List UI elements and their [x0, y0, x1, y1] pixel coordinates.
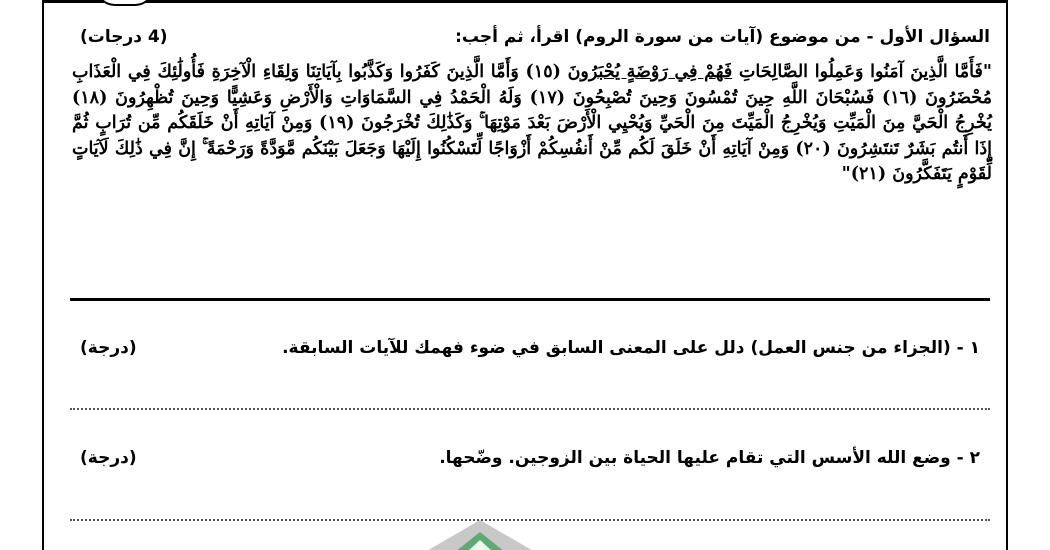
answer-line-1[interactable] [70, 408, 990, 410]
passage-underlined: فَهُمْ فِي رَوْضَةٍ يُحْبَرُونَ [567, 62, 733, 82]
logo-arrow-icon [395, 520, 565, 550]
page-frame-right [1006, 0, 1008, 550]
question-score: (4 درجات) [80, 27, 168, 47]
sub-question-2 [80, 443, 980, 473]
question-title: السؤال الأول - من موضوع (آيات من سورة الروم) اقرأ، ثم أجب: [455, 27, 990, 47]
section-divider [70, 298, 990, 301]
quran-passage [72, 60, 992, 188]
question-header [80, 22, 990, 52]
sub-question-1 [80, 333, 980, 363]
sub-question-1-text: ١ - (الجزاء من جنس العمل) دلل على المعنى السابق في ضوء فهمك للآيات السابقة. [282, 338, 980, 358]
passage-start: "فَأَمَّا الَّذِينَ آمَنُوا وَعَمِلُوا الصَّالِحَاتِ [732, 62, 992, 82]
page-frame-left [42, 0, 44, 550]
passage-rest: (١٥) وَأَمَّا الَّذِينَ كَفَرُوا وَكَذَّبُوا بِآيَاتِنَا وَلِقَاءِ الْآخِرَةِ فَأُولَٰئِكَ فِي الْعَذَابِ مُحْضَرُونَ (١٦) فَسُبْحَانَ اللَّهِ حِينَ تُمْسُونَ وَحِينَ تُصْبِحُونَ (١٧) وَلَهُ الْحَمْدُ فِي السَّمَاوَاتِ وَالْأَرْضِ وَعَشِيًّا وَحِينَ تُظْهِرُونَ (١٨) يُخْرِجُ الْحَيَّ مِنَ الْمَيِّتِ وَيُخْرِجُ الْمَيِّتَ مِنَ الْحَيِّ وَيُحْيِي الْأَرْضَ بَعْدَ مَوْتِهَا ۚ وَكَذَٰلِكَ تُخْرَجُونَ (١٩) وَمِنْ آيَاتِهِ أَنْ خَلَقَكُم مِّن تُرَابٍ ثُمَّ إِذَا أَنتُم بَشَرٌ تَنتَشِرُونَ (٢٠) وَمِنْ آيَاتِهِ أَنْ خَلَقَ لَكُم مِّنْ أَنفُسِكُمْ أَزْوَاجًا لِّتَسْكُنُوا إِلَيْهَا وَجَعَلَ بَيْنَكُم مَّوَدَّةً وَرَحْمَةً ۚ إِنَّ فِي ذَٰلِكَ لَآيَاتٍ لِّقَوْمٍ يَتَفَكَّرُونَ (٢١)" [72, 62, 993, 184]
sub-question-2-score: (درجة) [80, 448, 137, 468]
page-frame-top [44, 0, 1006, 3]
sub-question-2-text: ٢ - وضع الله الأسس التي تقام عليها الحياة بين الزوجين. وضّحها. [439, 448, 980, 468]
sub-question-1-score: (درجة) [80, 338, 137, 358]
top-decoration [95, 0, 155, 6]
